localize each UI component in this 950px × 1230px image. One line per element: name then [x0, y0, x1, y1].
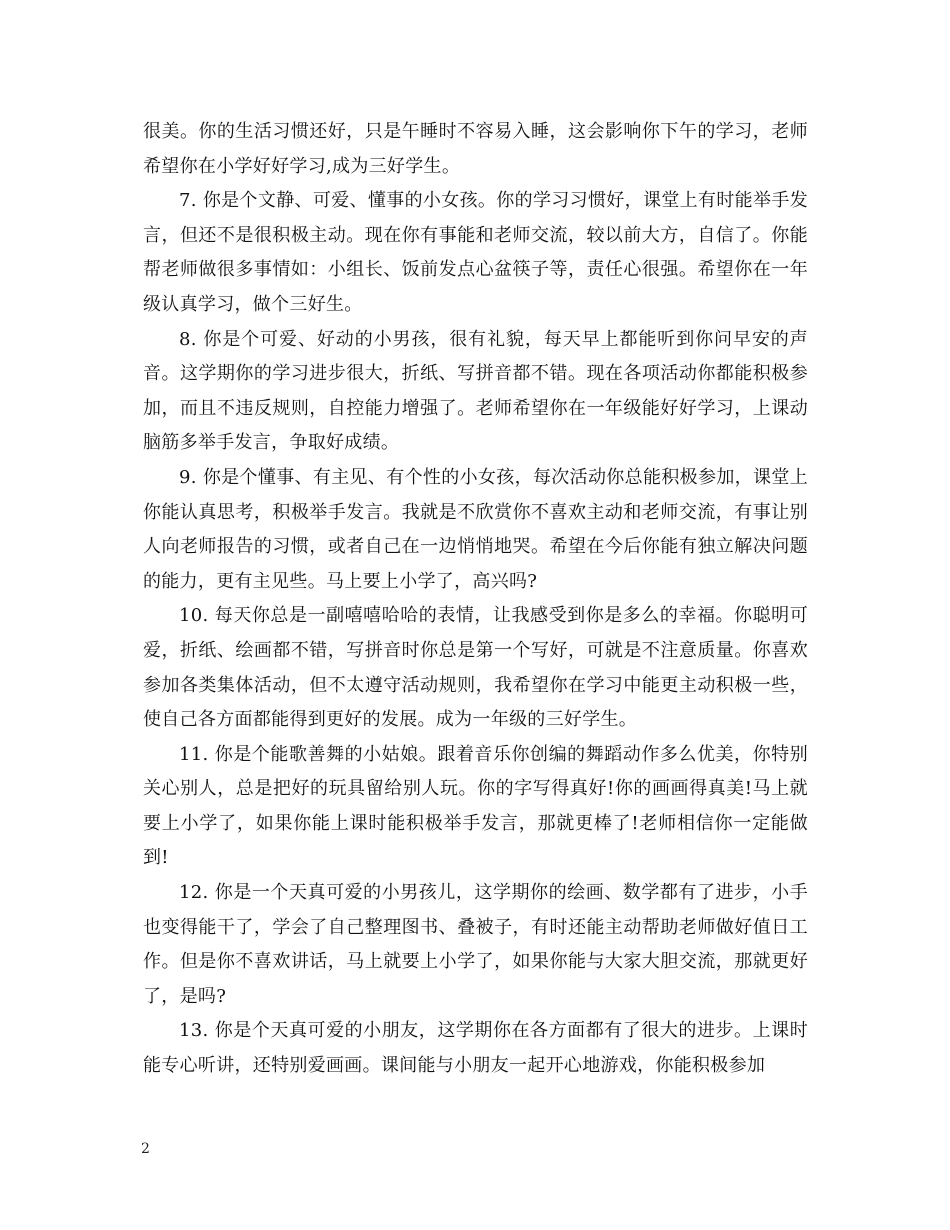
paragraph-item-7: 7. 你是个文静、可爱、懂事的小女孩。你的学习习惯好，课堂上有时能举手发言，但还不是很积极主动。现在你有事能和老师交流，较以前大方，自信了。你能帮老师做很多事情如：小组长、饭前发点心盆筷子等，责任心很强。希望你在一年级认真学习，做个三好生。 — [143, 190, 808, 315]
paragraph-item-9: 9. 你是个懂事、有主见、有个性的小女孩，每次活动你总能积极参加，课堂上你能认真思考，积极举手发言。我就是不欣赏你不喜欢主动和老师交流，有事让别人向老师报告的习惯，或者自己在一边悄悄地哭。希望在今后你能有独立解决问题的能力，更有主见些。马上要上小学了，高兴吗? — [143, 466, 808, 592]
paragraph-item-10: 10. 每天你总是一副嘻嘻哈哈的表情，让我感受到你是多么的幸福。你聪明可爱，折纸、绘画都不错，写拼音时你总是第一个写好，可就是不注意质量。你喜欢参加各类集体活动，但不太遵守活动规则，我希望你在学习中能更主动积极一些，使自己各方面都能得到更好的发展。成为一年级的三好学生。 — [143, 605, 808, 731]
document-body — [143, 115, 808, 1084]
paragraph-item-13: 13. 你是个天真可爱的小朋友，这学期你在各方面都有了很大的进步。上课时能专心听讲，还特别爱画画。课间能与小朋友一起开心地游戏，你能积极参加 — [143, 1020, 808, 1077]
page-number: 2 — [141, 1141, 150, 1157]
paragraph-item-11: 11. 你是个能歌善舞的小姑娘。跟着音乐你创编的舞蹈动作多么优美，你特别关心别人，总是把好的玩具留给别人玩。你的字写得真好!你的画画得真美!马上就要上小学了，如果你能上课时能积极举手发言，那就更棒了!老师相信你一定能做到! — [143, 743, 808, 869]
paragraph-item-12: 12. 你是一个天真可爱的小男孩儿，这学期你的绘画、数学都有了进步，小手也变得能干了，学会了自己整理图书、叠被子，有时还能主动帮助老师做好值日工作。但是你不喜欢讲话，马上就要上小学了，如果你能与大家大胆交流，那就更好了，是吗? — [143, 882, 808, 1007]
paragraph-item-8: 8. 你是个可爱、好动的小男孩，很有礼貌，每天早上都能听到你问早安的声音。这学期你的学习进步很大，折纸、写拼音都不错。现在各项活动你都能积极参加，而且不违反规则，自控能力增强了。老师希望你在一年级能好好学习，上课动脑筋多举手发言，争取好成绩。 — [143, 328, 808, 454]
paragraph-continuation: 很美。你的生活习惯还好，只是午睡时不容易入睡，这会影响你下午的学习，老师希望你在小学好好学习,成为三好学生。 — [143, 121, 808, 177]
